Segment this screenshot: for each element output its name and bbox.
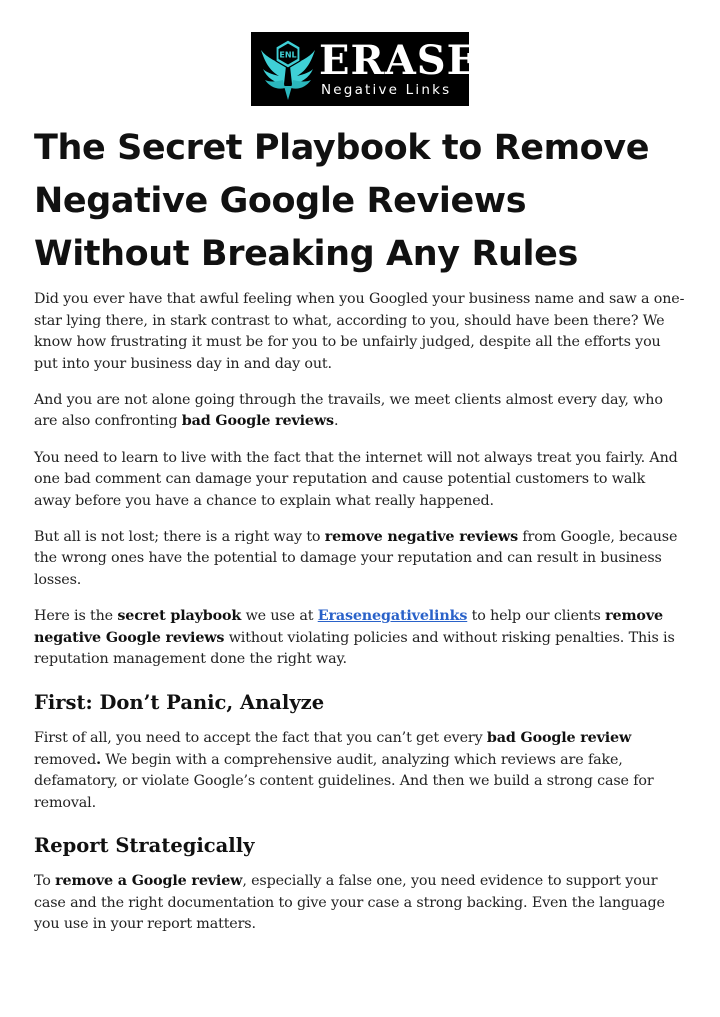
- paragraph-internet-unfair: You need to learn to live with the fact that the internet will not always treat you fairly. And one bad comment can damage your reputation and cause potential customers to walk away before you have a chance to explain what really happened.: [34, 449, 678, 509]
- erasenegativelinks-link[interactable]: Erasenegativelinks: [317, 608, 468, 625]
- article-title: The Secret Playbook to Remove Negative Google Reviews Without Breaking Any Rules: [34, 128, 650, 274]
- bold-text: bad Google reviews: [181, 413, 334, 430]
- text: removed: [34, 751, 97, 768]
- bold-text: remove negative Google reviews: [34, 608, 663, 646]
- paragraph-audit: [34, 728, 686, 814]
- logo-tagline: Negative Links: [321, 82, 452, 99]
- heading-report-strategically: Report Strategically: [34, 834, 255, 858]
- text: from Google, because the wrong ones have the potential to damage your reputation and can result in business losses.: [34, 528, 678, 589]
- text: We begin with a comprehensive audit, analyzing which reviews are fake, defamatory, or violate Google’s content guidelines. And then we build a strong case for removal.: [34, 751, 654, 811]
- logo-title: ERASE: [319, 37, 479, 85]
- logo-wordmark: [319, 37, 479, 99]
- text: But all is not lost; there is a right way to: [34, 528, 325, 545]
- logo-container: [34, 0, 686, 106]
- text: , especially a false one, you need evidence to support your case and the right documentation to give your case a strong backing. Even the language you use in your report matters.: [34, 873, 665, 933]
- heading-first-analyze: First: Don’t Panic, Analyze: [34, 690, 325, 714]
- bold-text: remove negative reviews: [324, 528, 518, 545]
- bold-text: .: [96, 751, 101, 768]
- paragraph-right-way: [34, 527, 686, 592]
- paragraph-not-alone: [34, 390, 686, 433]
- bold-text: remove a Google review: [55, 873, 243, 890]
- text: without violating policies and without risking penalties. This is reputation management done the right way.: [34, 629, 675, 668]
- winged-shield-icon: [259, 36, 317, 102]
- paragraph-report: [34, 871, 686, 936]
- text: to help our clients: [467, 608, 606, 625]
- erase-negative-links-logo: [251, 32, 479, 106]
- text: we use at: [241, 608, 318, 625]
- text: Here is the: [34, 608, 118, 625]
- text: To: [34, 873, 56, 890]
- text: And you are not alone going through the travails, we meet clients almost every day, who are also confronting: [34, 391, 663, 430]
- text: .: [333, 413, 339, 430]
- paragraph-secret-playbook: [34, 606, 686, 671]
- logo-mark-letters: ENL: [279, 50, 297, 60]
- paragraph-intro: Did you ever have that awful feeling when you Googled your business name and saw a one-star lying there, in stark contrast to what, according to you, should have been there? We know how frustrating it must be for you to be unfairly judged, despite all the efforts you put into your business day in and day out.: [34, 291, 685, 372]
- bold-text: secret playbook: [117, 608, 242, 625]
- text: First of all, you need to accept the fact that you can’t get every: [34, 729, 487, 746]
- bold-text: bad Google review: [486, 729, 632, 746]
